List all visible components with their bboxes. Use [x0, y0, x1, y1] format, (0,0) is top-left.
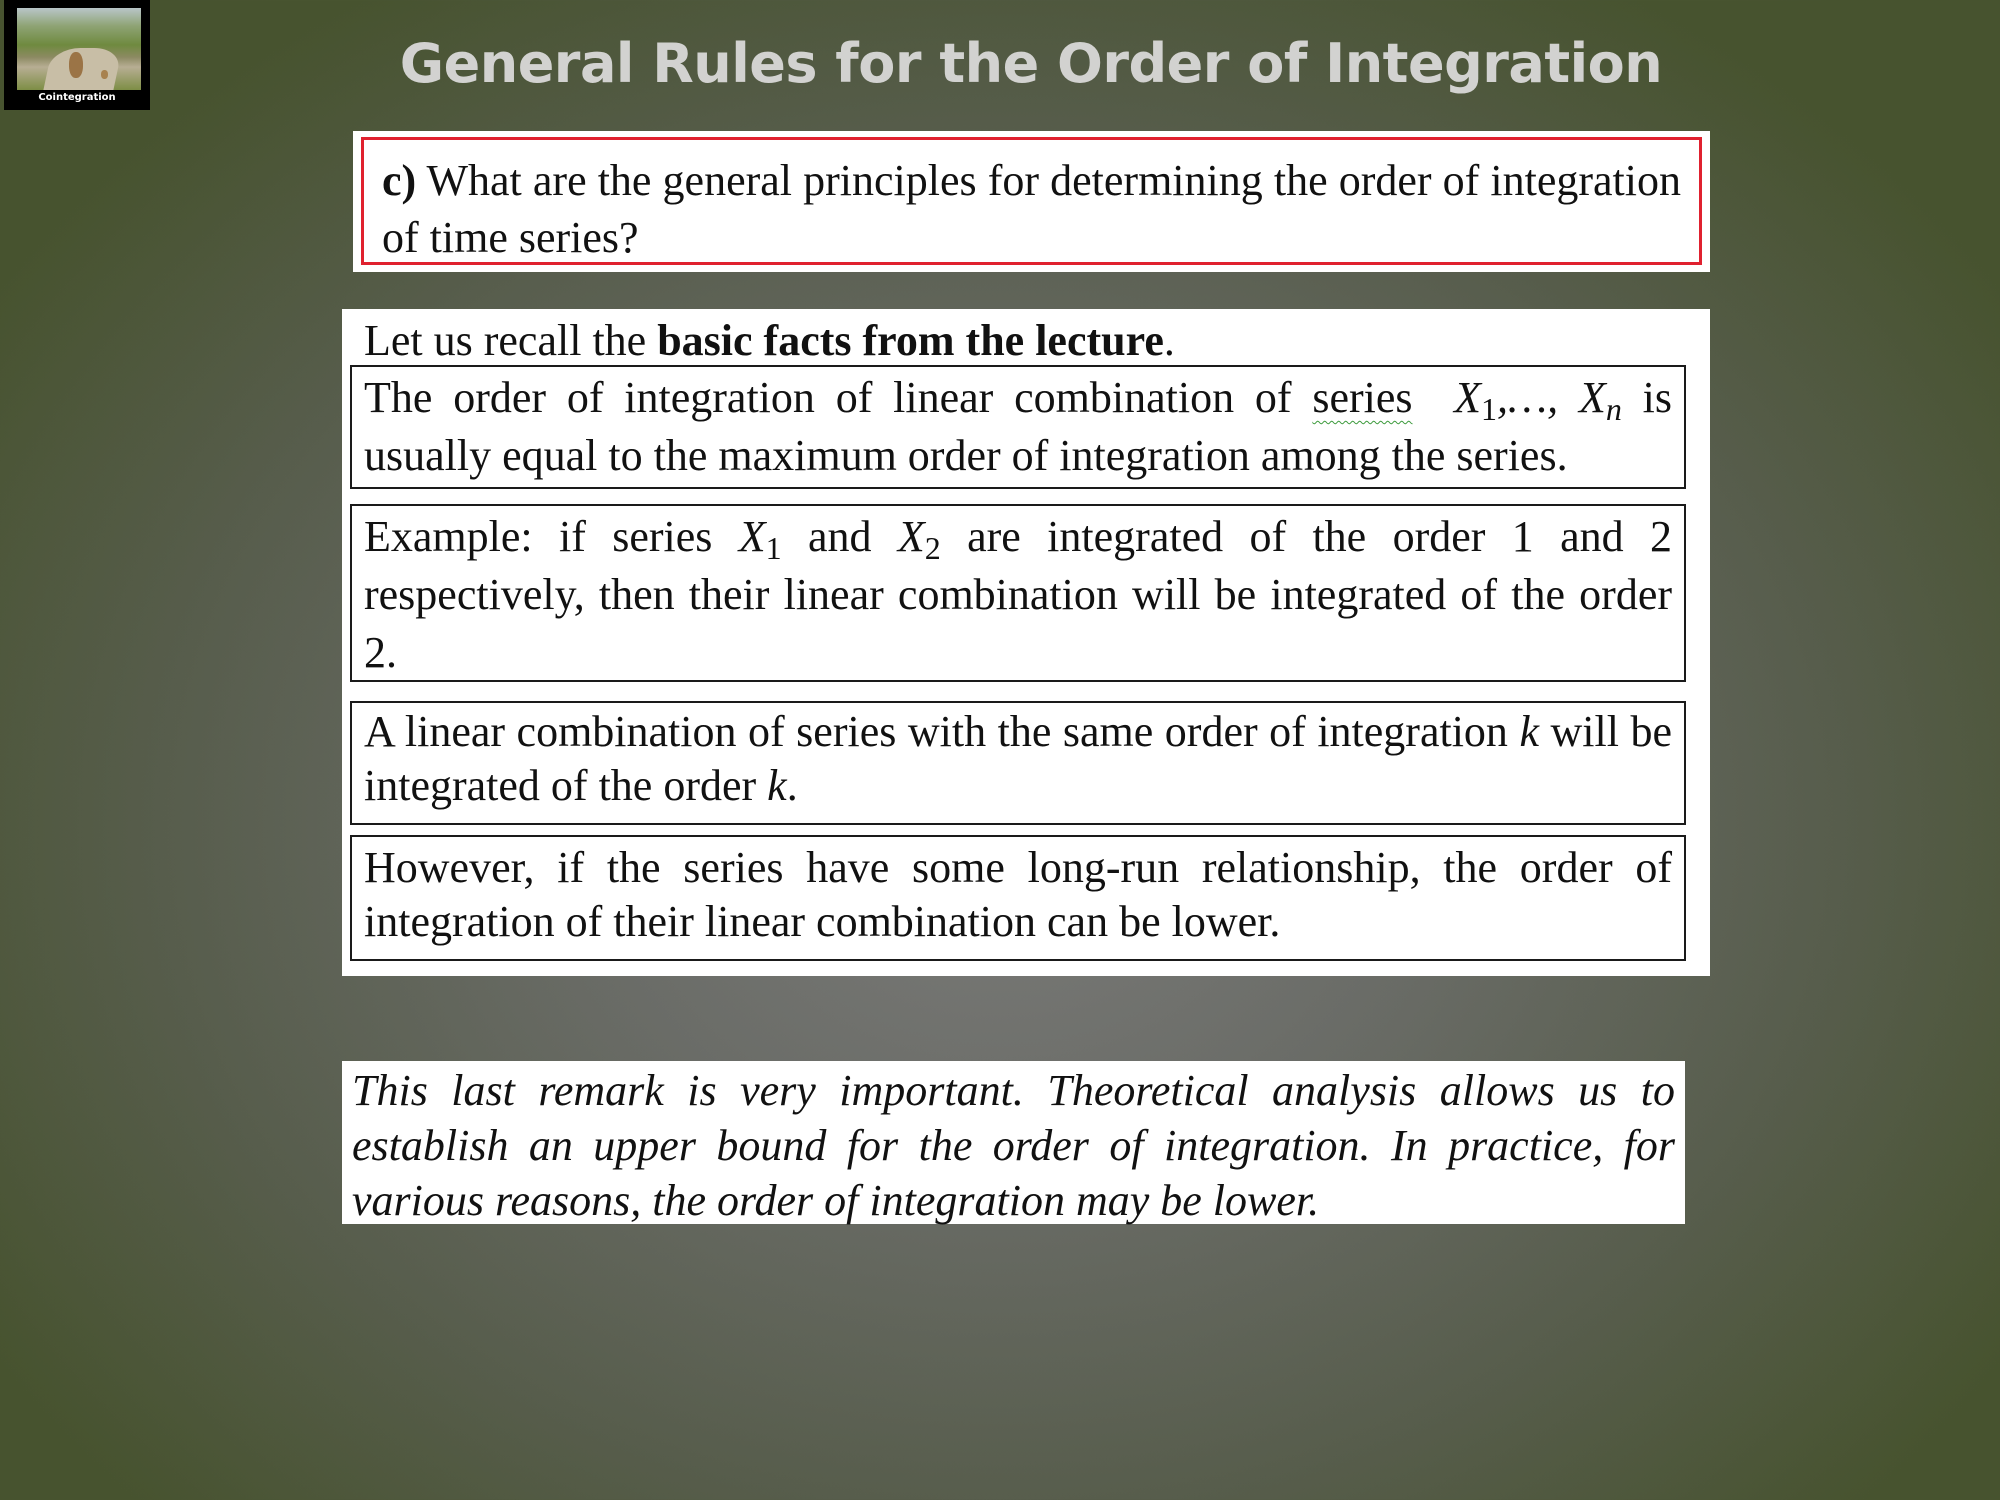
facts-intro: [364, 313, 1175, 369]
question-label: c): [382, 156, 417, 205]
box1-text-before: The order of integration of linear combination of: [364, 373, 1313, 422]
box3-text-a: A linear combination of series with the same order of integration: [364, 707, 1520, 756]
k-variable: k: [767, 761, 787, 810]
slide-title: General Rules for the Order of Integration: [399, 32, 1663, 95]
box2-text-a: Example: if series: [364, 512, 739, 561]
k-variable: k: [1519, 707, 1539, 756]
remark-panel: [342, 1061, 1685, 1224]
intro-plain: Let us recall the: [364, 316, 658, 365]
x2-variable: $X_2$: [897, 512, 941, 566]
x1-variable: $X_1$: [1454, 373, 1498, 427]
fact-box-max-order: [350, 365, 1686, 489]
box1-text-after: is usually equal to the maximum order of integration among the series.: [364, 373, 1673, 480]
x1-variable: $X_1$: [738, 512, 782, 566]
box3-text-b: will be integrated of the order: [364, 707, 1672, 810]
remark-text: This last remark is very important. Theoretical analysis allows us to establish an upper bound for the order of integration. In practice, for various reasons, the order of integration may be lower.: [352, 1066, 1675, 1225]
intro-bold: basic facts from the lecture: [657, 316, 1164, 365]
question-box: [361, 137, 1702, 265]
question-panel: [353, 131, 1710, 272]
facts-panel: [342, 309, 1710, 976]
xn-variable: $X_n$: [1578, 373, 1622, 427]
thumbnail-caption: Cointegration: [38, 92, 116, 103]
fact-box-same-order: [350, 701, 1686, 825]
box2-text-c: are integrated of the order 1 and 2 respectively, then their linear combination will be integrated of the order 2.: [364, 512, 1672, 677]
fact-box-long-run: [350, 835, 1686, 961]
box3-text-c: .: [786, 761, 798, 810]
box2-text-b: and: [781, 512, 898, 561]
intro-end: .: [1163, 316, 1175, 365]
spellcheck-word: series: [1312, 373, 1413, 422]
box4-text: However, if the series have some long-run relationship, the order of integration of their linear combination can be lower.: [364, 843, 1672, 946]
ellipsis: ,…,: [1497, 373, 1579, 422]
question-text: What are the general principles for determining the order of integration of time series?: [382, 156, 1681, 262]
fact-box-example: [350, 504, 1686, 682]
